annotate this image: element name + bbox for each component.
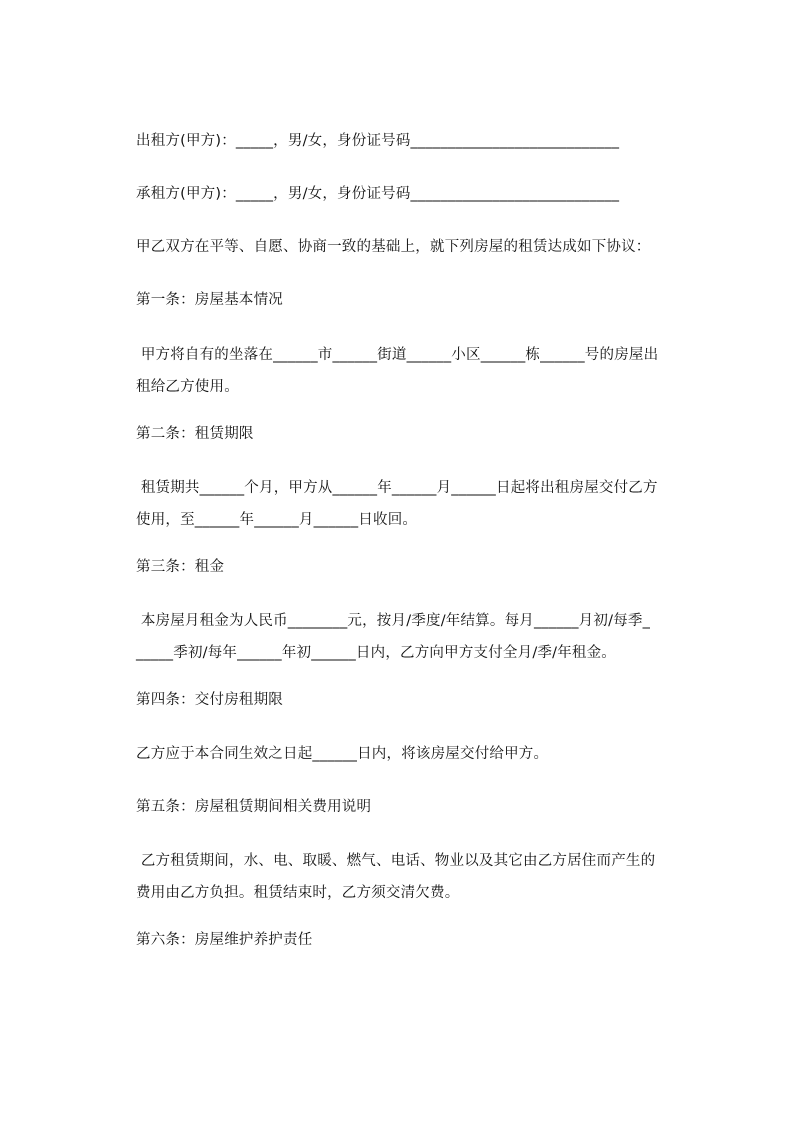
section-body: 甲方将自有的坐落在______市______街道______小区______栋______号的房屋出 租给乙方使用。 (136, 347, 659, 395)
section-body: 租赁期共______个月，甲方从______年______月______日起将出租房屋交付乙方 使用，至______年______月______日收回。 (136, 480, 658, 528)
section-heading: 第五条：房屋租赁期间相关费用说明 (136, 799, 372, 815)
section-heading: 第四条：交付房租期限 (136, 692, 283, 708)
section-body: 本房屋月租金为人民币________元，按月/季度/年结算。每月______月初/每季_ _____季初/每年______年初______日内，乙方向甲方支付全月/季/年租金。 (136, 613, 651, 661)
section-body: 乙方租赁期间，水、电、取暖、燃气、电话、物业以及其它由乙方居住而产生的 费用由乙方负担。租赁结束时，乙方须交清欠费。 (136, 853, 656, 901)
section-body: 乙方应于本合同生效之日起______日内，将该房屋交付给甲方。 (136, 746, 549, 762)
section-heading: 第三条：租金 (136, 559, 225, 575)
lessee-line: 承租方(甲方)：_____，男/女，身份证号码____________________________ (136, 186, 620, 202)
section-heading: 第一条：房屋基本情况 (136, 292, 283, 308)
section-heading: 第二条：租赁期限 (136, 426, 254, 442)
intro-paragraph: 甲乙双方在平等、自愿、协商一致的基础上，就下列房屋的租赁达成如下协议： (136, 239, 651, 255)
section-heading: 第六条：房屋维护养护责任 (136, 932, 313, 948)
lessor-line: 出租方(甲方)：_____，男/女，身份证号码____________________________ (136, 133, 620, 149)
